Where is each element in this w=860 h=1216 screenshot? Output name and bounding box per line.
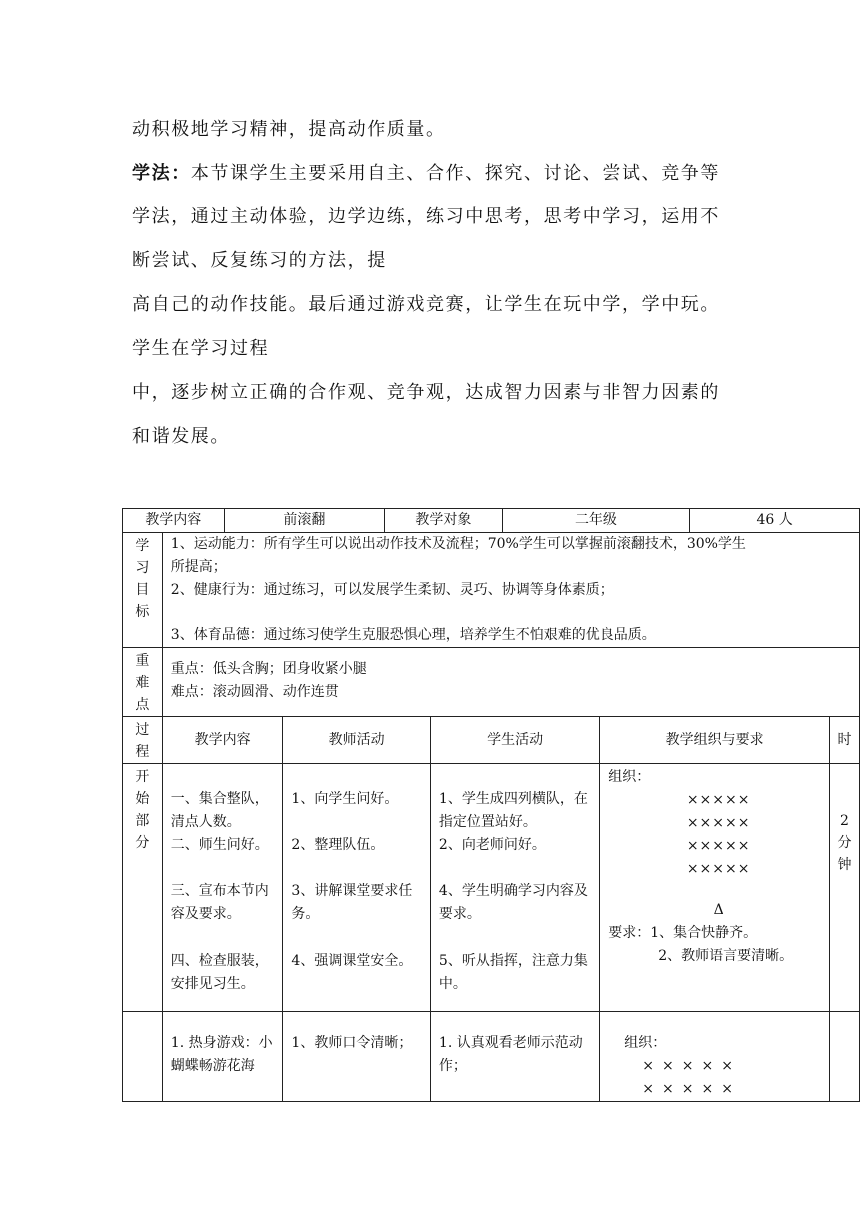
requirement-line: 2、教师语言要清晰。	[658, 948, 794, 964]
content-item: 一、集合整队，清点人数。	[170, 791, 269, 830]
teacher-item: 2、整理队伍。	[291, 837, 385, 853]
key-points-label	[123, 648, 163, 717]
paragraph-line: 本节课学生主要采用自主、合作、探究、讨论、尝试、竞争等	[190, 163, 721, 184]
label-char: 开	[135, 769, 150, 785]
paragraph-line: 断尝试、反复练习的方法，提	[132, 250, 387, 271]
formation-row: ×××××	[686, 815, 751, 831]
key-point: 重点：低头含胸；团身收紧小腿	[170, 661, 367, 677]
label-char: 难	[135, 675, 150, 691]
student-item: 2、向老师问好。	[438, 837, 546, 853]
content-item: 三、宣布本节内容及要求。	[170, 883, 269, 922]
paragraph-line: 学法，通过主动体验，边学边练，练习中思考，思考中学习，运用不	[132, 206, 720, 227]
objectives-row	[123, 533, 860, 648]
objective-line: 1、运动能力：所有学生可以说出动作技术及流程；70%学生可以掌握前滚翻技术，30%学生	[170, 536, 746, 552]
formation-row: ×××××	[686, 838, 751, 854]
header-row	[123, 509, 860, 533]
opening-content	[162, 764, 283, 1012]
content-label: 教学内容	[123, 509, 225, 533]
objectives-text	[162, 533, 859, 648]
process-label	[123, 717, 163, 764]
warmup-row	[123, 1012, 860, 1102]
opening-organization	[600, 764, 830, 1012]
objective-line: 3、体育品德：通过练习使学生克服恐惧心理，培养学生不怕艰难的优良品质。	[170, 627, 656, 643]
warmup-teacher: 1、教师口令清晰；	[283, 1012, 431, 1102]
objective-line: 2、健康行为：通过练习，可以发展学生柔韧、灵巧、协调等身体素质；	[170, 582, 614, 598]
formation-row: ×××××	[686, 792, 751, 808]
student-count: 46 人	[690, 509, 860, 533]
warmup-time	[830, 1012, 860, 1102]
label-char: 标	[135, 604, 150, 620]
opening-row	[123, 764, 860, 1012]
warmup-organization	[600, 1012, 830, 1102]
paragraph-line: 学生在学习过程	[132, 338, 270, 359]
warmup-student: 1. 认真观看老师示范动作；	[430, 1012, 599, 1102]
label-char: 始	[135, 791, 150, 807]
label-char: 目	[135, 582, 150, 598]
col-content: 教学内容	[162, 717, 283, 764]
process-header-row	[123, 717, 860, 764]
label-char: 部	[135, 813, 150, 829]
study-method-label: 学法：	[132, 163, 191, 184]
formation-row: ×××××	[686, 861, 751, 877]
student-item: 5、听从指挥，注意力集中。	[438, 953, 588, 992]
warmup-content: 1. 热身游戏：小蝴蝶畅游花海	[162, 1012, 283, 1102]
target-label: 教学对象	[385, 509, 503, 533]
organization-label: 组织：	[608, 769, 651, 785]
label-char: 点	[135, 697, 150, 713]
objectives-label	[123, 533, 163, 648]
col-teacher: 教师活动	[283, 717, 431, 764]
label-char: 过	[135, 722, 150, 738]
teacher-item: 3、讲解课堂要求任务。	[291, 883, 413, 922]
label-char: 分	[135, 835, 150, 851]
key-points-row	[123, 648, 860, 717]
teacher-item: 4、强调课堂安全。	[291, 953, 413, 969]
formation-row: ×××××	[642, 1058, 741, 1074]
content-item: 二、师生问好。	[170, 837, 269, 853]
requirement-line: 要求：1、集合快静齐。	[608, 925, 758, 941]
study-method-line	[132, 162, 720, 186]
opening-time	[830, 764, 860, 1012]
content-item: 四、检查服装，安排见习生。	[170, 953, 269, 992]
paragraph-line: 高自己的动作技能。最后通过游戏竞赛，让学生在玩中学，学中玩。	[132, 294, 720, 315]
paragraph-line: 动积极地学习精神，提高动作质量。	[132, 119, 446, 140]
paragraph-line: 中，逐步树立正确的合作观、竞争观，达成智力因素与非智力因素的	[132, 382, 720, 403]
label-char: 程	[135, 744, 150, 760]
difficult-point: 难点：滚动圆滑、动作连贯	[170, 684, 339, 700]
formation-row: ×××××	[642, 1081, 741, 1097]
label-char: 重	[135, 653, 150, 669]
student-item: 4、学生明确学习内容及要求。	[438, 883, 588, 922]
student-item: 1、学生成四列横队，在指定位置站好。	[438, 791, 588, 830]
time-char: 钟	[837, 857, 852, 873]
objective-line: 所提高；	[170, 559, 227, 575]
col-organization: 教学组织与要求	[600, 717, 830, 764]
key-points-text	[162, 648, 859, 717]
opening-student	[430, 764, 599, 1012]
paragraph-line: 和谐发展。	[132, 426, 230, 447]
organization-label: 组织：	[624, 1035, 667, 1051]
target-value: 二年级	[502, 509, 689, 533]
time-char: 分	[837, 835, 852, 851]
col-student: 学生活动	[430, 717, 599, 764]
col-time: 时	[830, 717, 860, 764]
label-char: 学	[135, 538, 150, 554]
warmup-label	[123, 1012, 163, 1102]
teacher-item: 1、向学生问好。	[291, 791, 399, 807]
opening-label	[123, 764, 163, 1012]
label-char: 习	[135, 560, 150, 576]
content-value: 前滚翻	[224, 509, 384, 533]
time-char: 2	[840, 813, 849, 829]
opening-teacher	[283, 764, 431, 1012]
teacher-position-mark: Δ	[713, 902, 724, 918]
lesson-table	[122, 508, 860, 1102]
